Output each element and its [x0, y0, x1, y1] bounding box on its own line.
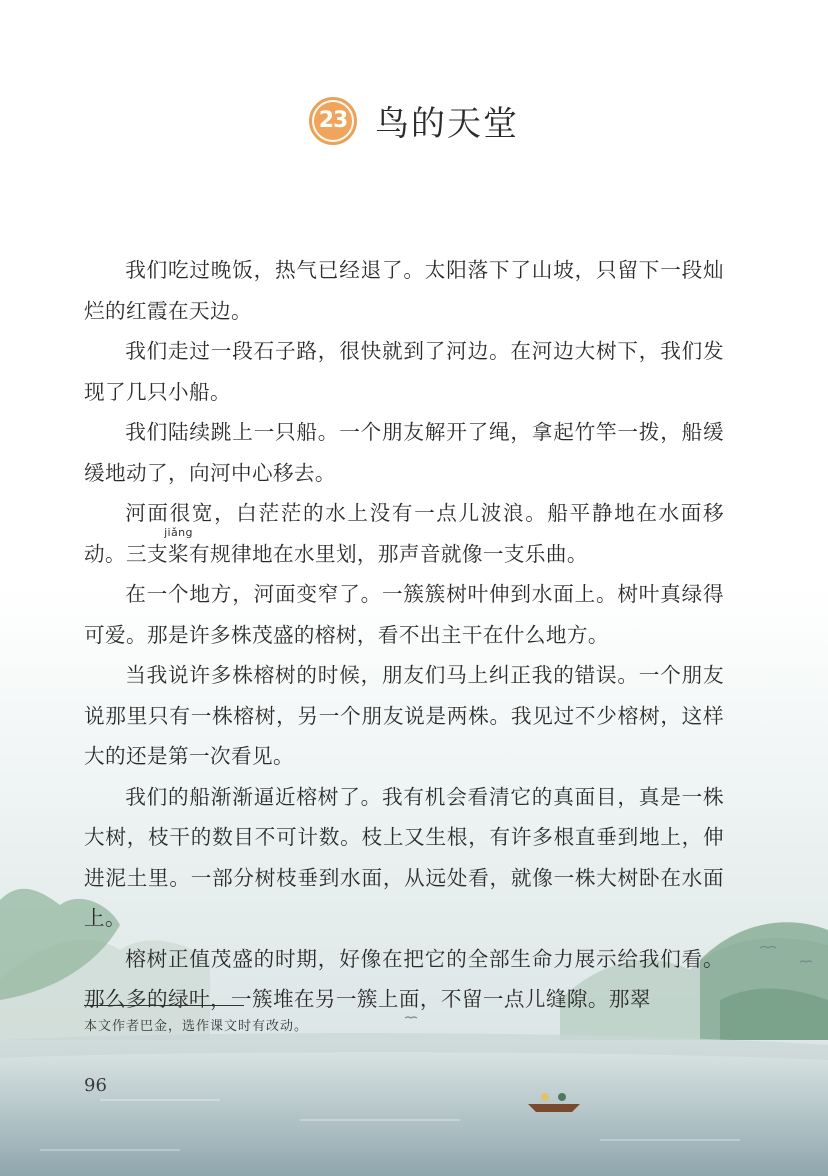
- paragraph-1: 我们吃过晚饭，热气已经退了。太阳落下了山坡，只留下一段灿烂的红霞在天边。: [84, 258, 724, 323]
- footnote: 本文作者巴金，选作课文时有改动。: [84, 1019, 309, 1034]
- paragraph-4-before: 河面很宽，白茫茫的水上没有一点儿波浪。船平静地在水面移动。三支: [84, 501, 724, 566]
- pinyin-annotation: jiǎng: [164, 525, 193, 539]
- footnote-divider: [84, 1005, 244, 1006]
- article-body: [84, 250, 724, 1020]
- paragraph-8: 榕树正值茂盛的时期，好像在把它的全部生命力展示给我们看。那么多的绿叶，一簇堆在另一簇上面，不留一点儿缝隙。那翠: [84, 946, 724, 1011]
- lesson-number-badge: [309, 97, 357, 145]
- page-number: 96: [84, 1075, 107, 1096]
- lesson-title: 鸟的天堂: [375, 104, 519, 144]
- lesson-title-block: [0, 96, 828, 145]
- paragraph-2: 我们走过一段石子路，很快就到了河边。在河边大树下，我们发现了几只小船。: [84, 339, 724, 404]
- paragraph-6: 当我说许多株榕树的时候，朋友们马上纠正我的错误。一个朋友说那里只有一株榕树，另一个朋友说是两株。我见过不少榕树，这样大的还是第一次看见。: [84, 663, 724, 768]
- paragraph-3: 我们陆续跳上一只船。一个朋友解开了绳，拿起竹竿一拨，船缓缓地动了，向河中心移去。: [84, 420, 724, 485]
- pinyin-annotated-word: [164, 525, 193, 566]
- lesson-number: 23: [314, 102, 352, 140]
- paragraph-4-after: 有规律地在水里划，那声音就像一支乐曲。: [188, 541, 588, 566]
- annotated-character: 桨: [167, 541, 189, 566]
- paragraph-7: 我们的船渐渐逼近榕树了。我有机会看清它的真面目，真是一株大树，枝干的数目不可计数。枝上又生根，有许多根直垂到地上，伸进泥土里。一部分树枝垂到水面，从远处看，就像一株大树卧在水面上。: [84, 784, 724, 930]
- paragraph-5: 在一个地方，河面变窄了。一簇簇树叶伸到水面上。树叶真绿得可爱。那是许多株茂盛的榕树，看不出主干在什么地方。: [84, 582, 724, 647]
- paragraph-4: [84, 493, 724, 574]
